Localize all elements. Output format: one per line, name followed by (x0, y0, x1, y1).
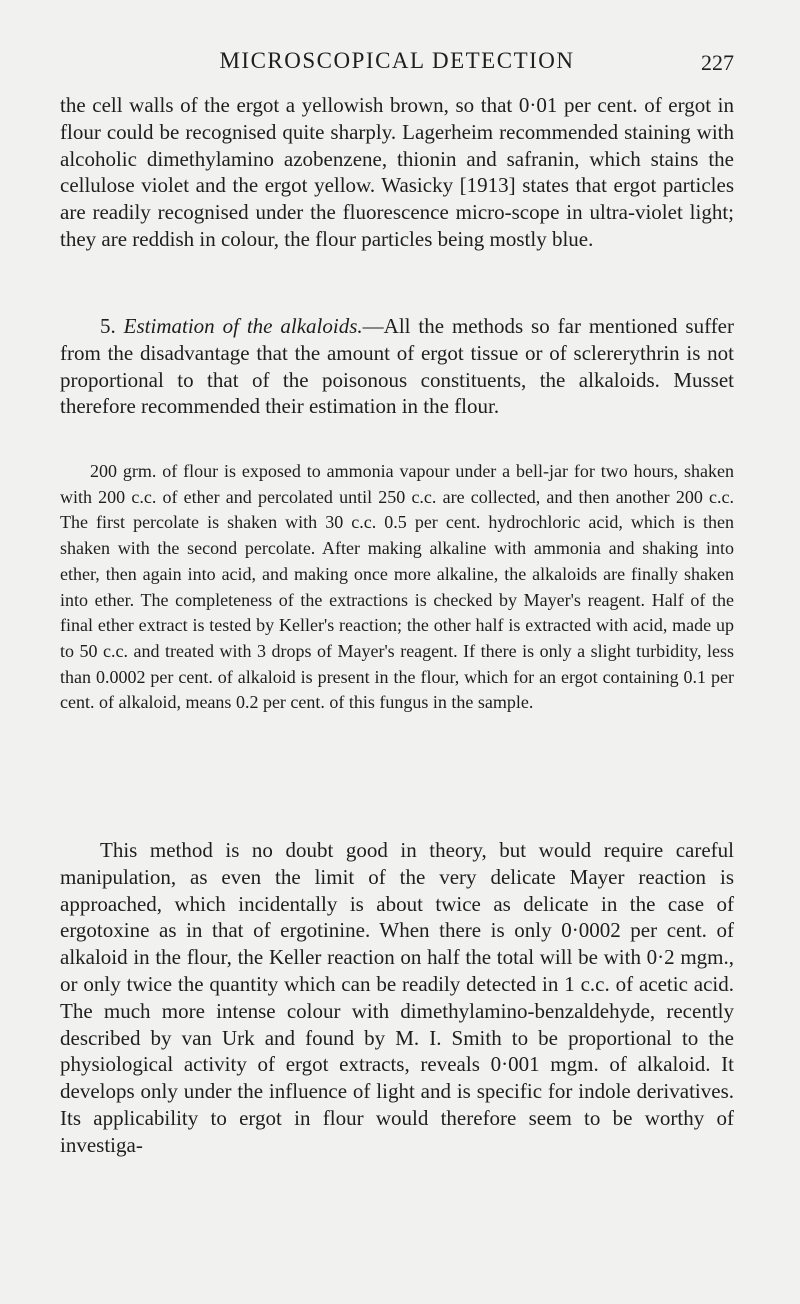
section-number: 5. (100, 314, 124, 338)
paragraph-method-critique: This method is no doubt good in theory, but would require careful manipulation, as even the limit of the very delicate Mayer reaction is approached, which incidentally is about twice as delicate in the case of ergotoxine as in that of ergotinine. When there is only 0·0002 per cent. of alkaloid in the flour, the Keller reaction on half the total will be with 0·2 mgm., or only twice the quantity which can be readily detected in 1 c.c. of acetic acid. The much more intense colour with dimethylamino-benzaldehyde, recently described by van Urk and found by M. I. Smith to be proportional to the physiological activity of ergot extracts, reveals 0·001 mgm. of alkaloid. It develops only under the influence of light and is specific for indole derivatives. Its applicability to ergot in flour would therefore seem to be worthy of investiga- (60, 838, 734, 1157)
paragraph-ergot-staining: the cell walls of the ergot a yellowish brown, so that 0·01 per cent. of ergot in flour could be recognised quite sharply. Lagerheim recommended staining with alcoholic dimethylamino azobenzene, thionin and safranin, which stains the cellulose violet and the ergot yellow. Wasicky [1913] states that ergot particles are readily recognised under the fluorescence micro-scope in ultra-violet light; they are reddish in colour, the flour particles being mostly blue. (60, 93, 734, 251)
paragraph-musset-method: 200 grm. of flour is exposed to ammonia vapour under a bell-jar for two hours, shaken with 200 c.c. of ether and percolated until 250 c.c. are collected, and then another 200 c.c. The first percolate is shaken with 30 c.c. 0.5 per cent. hydrochloric acid, which is then shaken with the second percolate. After making alkaline with ammonia and shaking into ether, then again into acid, and making once more alkaline, the alkaloids are finally shaken into ether. The completeness of the extractions is checked by Mayer's reagent. Half of the final ether extract is tested by Keller's reaction; the other half is extracted with acid, made up to 50 c.c. and treated with 3 drops of Mayer's reagent. If there is only a slight turbidity, less than 0.0002 per cent. of alkaloid is present in the flour, which for an ergot containing 0.1 per cent. of alkaloid, means 0.2 per cent. of this fungus in the sample. (60, 461, 734, 713)
running-head: MICROSCOPICAL DETECTION (219, 48, 575, 73)
section-body: —All the methods so far mentioned suffer from the disadvantage that the amount of ergot tissue or of sclererythrin is not proportional to that of the poisonous constituents, the alkaloids. Musset therefore recommended their estimation in the flour. (60, 314, 735, 419)
section-heading: Estimation of the alkaloids. (123, 314, 363, 338)
page-header (60, 48, 734, 82)
paragraph-alkaloid-estimation (60, 313, 734, 420)
page-number: 227 (701, 50, 734, 75)
